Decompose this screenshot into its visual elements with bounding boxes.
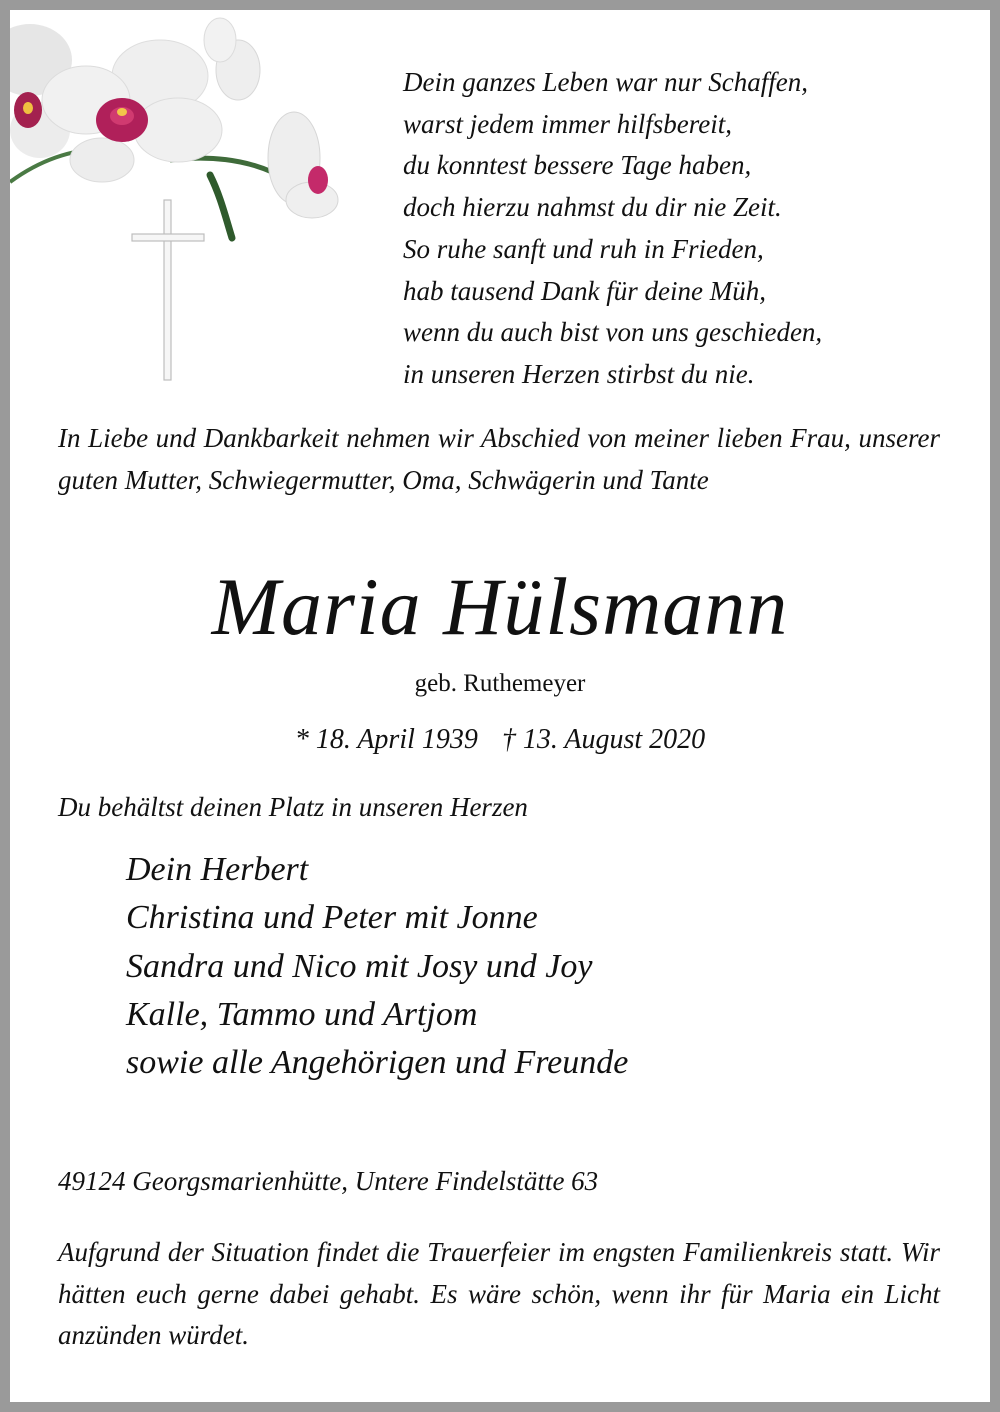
poem-line: Dein ganzes Leben war nur Schaffen,: [403, 67, 808, 97]
poem-line: warst jedem immer hilfsbereit,: [403, 108, 732, 139]
mourner-line: Dein Herbert: [126, 851, 309, 888]
death-date: † 13. August 2020: [501, 724, 706, 755]
poem-line: hab tausend Dank für deine Müh,: [403, 275, 766, 306]
cross-icon: [128, 198, 208, 388]
poem-line: wenn du auch bist von uns geschieden,: [403, 317, 823, 348]
deceased-name: Maria Hülsmann: [211, 561, 789, 652]
poem: [403, 62, 822, 396]
birth-date: * 18. April 1939: [294, 724, 478, 755]
life-dates: [10, 724, 990, 756]
mourner-line: Kalle, Tammo und Artjom: [126, 995, 478, 1033]
mourners-list: [126, 846, 628, 1087]
mourner-line: sowie alle Angehörigen und Freunde: [126, 1044, 629, 1082]
closing-note: Aufgrund der Situation findet die Trauerfeier im engsten Familienkreis statt. Wir hätten euch gerne dabei gehabt. Es wäre schön, wenn ihr für Maria ein Licht anzünden würdet.: [58, 1237, 940, 1350]
poem-line: du konntest bessere Tage haben,: [403, 150, 752, 181]
address: 49124 Georgsmarienhütte, Untere Findelstätte 63: [58, 1166, 599, 1196]
obituary-notice: [10, 10, 990, 1402]
intro-text: In Liebe und Dankbarkeit nehmen wir Abschied von meiner lieben Frau, unserer guten Mutter, Schwiegermutter, Oma, Schwägerin und Tante: [58, 423, 940, 495]
farewell-line: Du behältst deinen Platz in unseren Herzen: [58, 792, 528, 822]
birth-name: geb. Ruthemeyer: [414, 670, 586, 697]
mourner-line: Sandra und Nico mit Josy und Joy: [126, 947, 593, 985]
poem-line: doch hierzu nahmst du dir nie Zeit.: [403, 192, 782, 223]
poem-line: in unseren Herzen stirbst du nie.: [403, 358, 755, 389]
poem-line: So ruhe sanft und ruh in Frieden,: [403, 233, 764, 264]
mourner-line: Christina und Peter mit Jonne: [126, 899, 538, 937]
